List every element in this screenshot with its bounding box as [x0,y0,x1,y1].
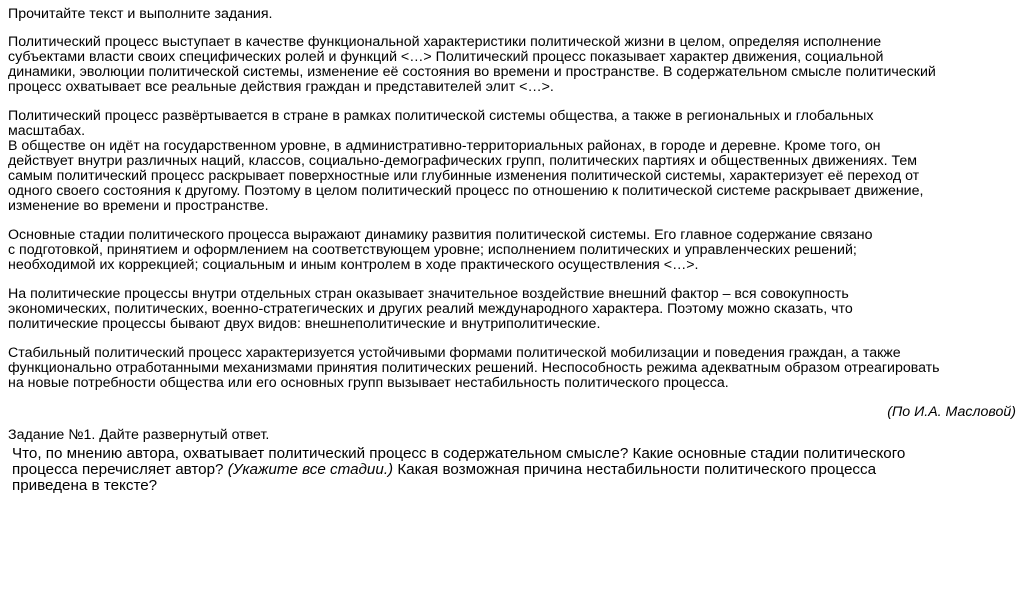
instruction-text: Прочитайте текст и выполните задания. [8,6,273,22]
paragraph-5: Стабильный политический процесс характеризуется устойчивыми формами политической мобилизации и поведения граждан, а также функционально отработанными механизмами принятия политических решений. Неспособность режима адекватным образом отреагировать на новые потребности общества или его основных групп вызывает нестабильность политического процесса. [8,345,940,391]
paragraph-2: Политический процесс развёртывается в стране в рамках политической системы общества, а также в региональных и глобальных масштабах. В обществе он идёт на государственном уровне, в административно-территориальных районах, в городе и деревне. Кроме того, он действует внутри различных наций, классов, социально-демографических групп, политических партиях и общественных движениях. Тем самым политический процесс раскрывает поверхностные или глубинные изменения политической системы, характеризует её переход от одного своего состояния к другому. Поэтому в целом политический процесс по отношению к политической системе раскрывает движение, изменение во времени и пространстве. [8,108,924,214]
task-question-part-1: Что, по мнению автора, охватывает политический процесс в содержательном смысле? Какие основные стадии политического процесса перечисляет автор? [12,445,906,478]
paragraph-1: Политический процесс выступает в качестве функциональной характеристики политической жизни в целом, определяя исполнение субъектами власти своих специфических ролей и функций <…> Политический процесс показывает характер движения, социальной динамики, эволюции политической системы, изменение её состояния во времени и пространстве. В содержательном смысле политический процесс охватывает все реальные действия граждан и представителей элит <…>. [8,34,936,95]
task-question-part-2: Какая возможная причина нестабильности политического процесса приведена в тексте? [12,461,877,494]
task-header: Задание №1. Дайте развернутый ответ. [8,427,270,443]
paragraph-4: На политические процессы внутри отдельных стран оказывает значительное воздействие внешний фактор – вся совокупность экономических, политических, военно-стратегических и других реалий международного характера. Поэтому можно сказать, что политические процессы бывают двух видов: внешнеполитические и внутриполитические. [8,286,853,332]
task-question-italic: (Укажите все стадии.) [227,461,394,478]
source-attribution: (По И.А. Масловой) [887,404,1016,420]
task-question [12,446,1016,494]
paragraph-3: Основные стадии политического процесса выражают динамику развития политической системы. Его главное содержание связано с подготовкой, принятием и оформлением на соответствующем уровне; исполнением политических и управленческих решений; необходимой их коррекцией; социальным и иным контролем в ходе практического осуществления <…>. [8,227,873,273]
